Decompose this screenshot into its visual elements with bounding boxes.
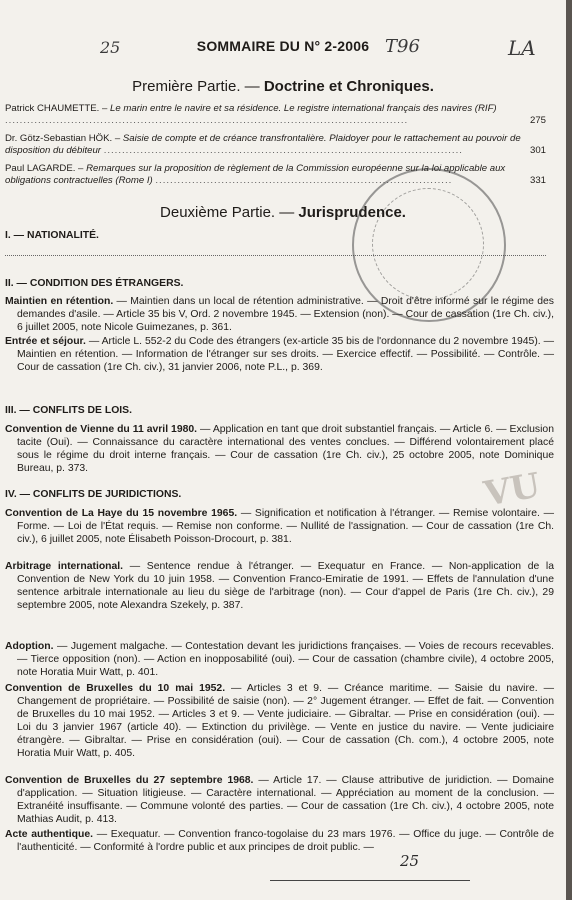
entry-text: — Signification et notification à l'étranger. — Remise volontaire. — Forme. — Loi de l'État requis. — Remise non conforme. — Nullité de l'assignation. — Cour de cassation (1re Ch. civ.), 6 juillet 2005, note Élisabeth Poisson-Drocourt, p. 381. — [17, 508, 555, 545]
entry-heading: Adoption. — [5, 641, 54, 652]
entry-text: — Maintien dans un local de rétention administrative. — Droit d'être informé sur le régime des demandes d'asile. — Article 35 bis V, Ord. 2 novembre 1945. — Extension (non). — Cour de cassation (1re Ch. civ.), 6 juillet 2005, note Nicole Guimezanes, p. 361. — [17, 296, 554, 333]
part-two-label: Deuxième Partie. — — [160, 204, 299, 221]
page-title: SOMMAIRE DU N° 2-2006 — [196, 38, 370, 54]
jurisprudence-entry — [5, 560, 554, 612]
jurisprudence-entry — [5, 423, 554, 475]
part-one-label: Première Partie. — — [132, 78, 264, 95]
part-two-title: Jurisprudence. — [298, 204, 406, 221]
handwritten-annotation-middle: T96 — [385, 36, 420, 57]
part-one-heading — [0, 78, 566, 95]
entry-text: — Exequatur. — Convention franco-togolaise du 23 mars 1976. — Office du juge. — Contrôle de l'authenticité. — Conformité à l'ordre public et aux principes de droit public. — — [17, 829, 554, 853]
handwritten-annotation-right: LA — [508, 36, 536, 60]
biblio-title: Le marin entre le navire et sa résidence. Le registre international français des navires (RIF) — [110, 103, 497, 114]
biblio-page: 275 — [529, 115, 546, 126]
library-stamp-inner-ring — [372, 188, 484, 300]
biblio-author: Dr. Götz-Sebastian HÖK. — [5, 133, 113, 144]
biblio-page: 301 — [529, 145, 546, 156]
library-stamp — [352, 168, 506, 322]
entry-text: — Application en tant que droit substantiel français. — Article 6. — Exclusion tacite (Oui). — Connaissance du caractère international des ventes conclues. — Différend volontairement placé sous le régime du droit interne français. — Cour de cassation (1re Ch. civ.), 25 octobre 2005, note Dominique Bureau, p. 373. — [17, 424, 554, 474]
jurisprudence-entry — [5, 640, 554, 679]
entry-heading: Convention de Bruxelles du 27 septembre 1968. — [5, 775, 254, 786]
leader-dots: .............................................................................................................. — [5, 115, 409, 126]
entry-heading: Convention de Vienne du 11 avril 1980. — [5, 424, 198, 435]
entry-heading: Convention de Bruxelles du 10 mai 1952. — [5, 683, 226, 694]
biblio-item: Patrick CHAUMETTE. – Le marin entre le navire et sa résidence. Le registre international français des navires (RIF) .............................................................................................................. 275 — [5, 103, 546, 126]
section-heading: IV. — CONFLITS DE JURIDICTIONS. — [5, 489, 182, 500]
entry-heading: Maintien en rétention. — [5, 296, 114, 307]
leader-dots: .................................................................................................. — [103, 145, 463, 156]
biblio-author: Patrick CHAUMETTE. — [5, 103, 100, 114]
jurisprudence-entry — [5, 335, 554, 374]
entry-text: — Sentence rendue à l'étranger. — Exequatur en France. — Non-application de la Convention de New York du 10 juin 1958. — Convention Franco-Emiratie de 1991. — Effets de l'annulation d'une sentence arbitrale internationale au lieu du siège de l'arbitrage (non). — Cour d'appel de Paris (1re Ch. civ.), 29 septembre 2005, note Alexandra Szekely, p. 387. — [17, 561, 555, 611]
biblio-title: Saisie de compte et de créance transfrontalière. Plaidoyer pour le rattachement au pouvoir de disposition du débiteur — [5, 133, 521, 156]
jurisprudence-entry — [5, 828, 554, 854]
signature-line — [270, 880, 470, 881]
biblio-item: Dr. Götz-Sebastian HÖK. – Saisie de compte et de créance transfrontalière. Plaidoyer pour le rattachement au pouvoir de disposition du débiteur .................................................................................................. 301 — [5, 133, 546, 156]
entry-heading: Convention de La Haye du 15 novembre 1965. — [5, 508, 238, 519]
entry-heading: Arbitrage international. — [5, 561, 124, 572]
leader-dots: ................................................................................. — [155, 175, 453, 186]
entry-heading: Entrée et séjour. — [5, 336, 86, 347]
jurisprudence-entry — [5, 774, 554, 826]
biblio-title: Remarques sur la proposition de règlement de la Commission européenne sur la loi applicable aux obligations contractuelles (Rome I) — [5, 163, 506, 186]
entry-heading: Acte authentique. — [5, 829, 93, 840]
jurisprudence-entry — [5, 507, 554, 546]
part-one-title: Doctrine et Chroniques. — [263, 78, 434, 95]
biblio-item: Paul LAGARDE. – Remarques sur la proposition de règlement de la Commission européenne sur la loi applicable aux obligations contractuelles (Rome I) ................................................................................. 331 — [5, 163, 546, 186]
vu-stamp: VU — [480, 465, 544, 515]
handwritten-date-note: 25 — [400, 852, 420, 870]
section-heading: III. — CONFLITS DE LOIS. — [5, 405, 133, 416]
biblio-page: 331 — [529, 175, 546, 186]
entry-text: — Article L. 552-2 du Code des étrangers (ex-article 35 bis de l'ordonnance du 2 novembre 1945). — Maintien en rétention. — Information de l'étranger sur ses droits. — Exercice effectif. — Possibilité. — Contrôle. — Cour de cassation (1re Ch. civ.), 31 janvier 2006, note P.L., p. 369. — [17, 336, 554, 373]
entry-text: — Articles 3 et 9. — Créance maritime. — Saisie du navire. — Changement de propriétaire. — Possibilité de saisie (non). — 2° Jugement étranger. — Effet de fait. — Convention de Bruxelles du 10 mai 1952. — Articles 3 et 9. — Vente judiciaire. — Gibraltar. — Prise en considération (oui). — Loi du 3 janvier 1967 (article 40). — Extinction du privilège. — Vente en justice du navire. — Vente judiciaire étrangère. — Gibraltar. — Prise en considération (oui). — Cour de cassation (Ch. com.), 4 octobre 2005, note Horatia Muir Watt, p. 405. — [17, 683, 554, 759]
biblio-author: Paul LAGARDE. — [5, 163, 76, 174]
section-heading: I. — NATIONALITÉ. — [5, 230, 99, 241]
handwritten-annotation-left: 25 — [100, 38, 121, 57]
jurisprudence-entry — [5, 682, 554, 760]
entry-text: — Article 17. — Clause attributive de juridiction. — Domaine d'application. — Situation litigieuse. — Caractère international. — Appréciation au moment de la conclusion. — Extranéité insuffisante. — Commune volonté des parties. — Cour de cassation (1re Ch. civ.), 4 octobre 2005, note Mathias Audit, p. 413. — [17, 775, 554, 825]
entry-text: — Jugement malgache. — Contestation devant les juridictions françaises. — Voies de recours recevables. — Tierce opposition (non). — Action en inopposabilité (oui). — Cour de cassation (chambre civile), 4 octobre 2005, note Horatia Muir Watt, p. 401. — [17, 641, 554, 678]
section-heading: II. — CONDITION DES ÉTRANGERS. — [5, 278, 184, 289]
